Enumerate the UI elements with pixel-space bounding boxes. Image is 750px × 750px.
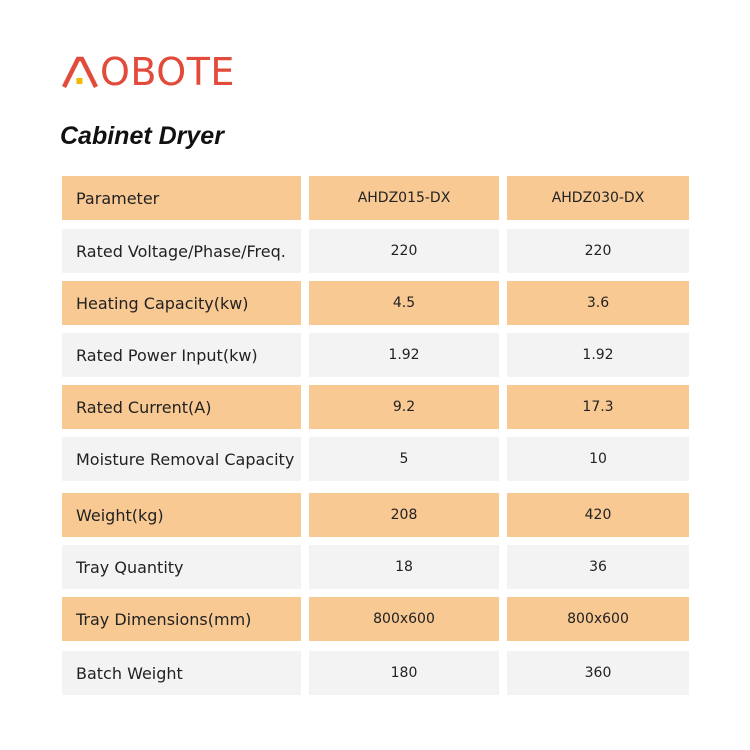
- row-value-1: 220: [309, 229, 499, 273]
- row-label: Batch Weight: [62, 651, 301, 695]
- row-value-2: 360: [507, 651, 689, 695]
- table-row: [62, 229, 689, 273]
- row-value-1: 18: [309, 545, 499, 589]
- row-label: Rated Power Input(kw): [62, 333, 301, 377]
- table-row: [62, 493, 689, 537]
- table-header-row: [62, 176, 689, 220]
- row-label: Moisture Removal Capacity: [62, 437, 301, 481]
- row-value-1: 180: [309, 651, 499, 695]
- table-row: [62, 333, 689, 377]
- table-row: [62, 437, 689, 481]
- page-title: Cabinet Dryer: [60, 122, 224, 150]
- brand-logo: [62, 50, 235, 94]
- logo-a-mark: [62, 56, 98, 88]
- row-value-1: 208: [309, 493, 499, 537]
- row-value-2: 17.3: [507, 385, 689, 429]
- header-parameter: Parameter: [62, 176, 301, 220]
- table-row: [62, 281, 689, 325]
- row-label: Rated Current(A): [62, 385, 301, 429]
- logo-text: OBOTE: [100, 50, 235, 94]
- row-value-2: 36: [507, 545, 689, 589]
- row-value-1: 800x600: [309, 597, 499, 641]
- row-value-2: 420: [507, 493, 689, 537]
- header-model-1: AHDZ015-DX: [309, 176, 499, 220]
- row-label: Weight(kg): [62, 493, 301, 537]
- row-value-2: 800x600: [507, 597, 689, 641]
- row-value-1: 5: [309, 437, 499, 481]
- row-value-2: 10: [507, 437, 689, 481]
- row-label: Rated Voltage/Phase/Freq.: [62, 229, 301, 273]
- row-value-1: 4.5: [309, 281, 499, 325]
- row-value-1: 1.92: [309, 333, 499, 377]
- table-row: [62, 651, 689, 695]
- table-row: [62, 597, 689, 641]
- row-label: Tray Quantity: [62, 545, 301, 589]
- row-value-1: 9.2: [309, 385, 499, 429]
- row-label: Heating Capacity(kw): [62, 281, 301, 325]
- header-model-2: AHDZ030-DX: [507, 176, 689, 220]
- row-value-2: 3.6: [507, 281, 689, 325]
- row-value-2: 220: [507, 229, 689, 273]
- row-label: Tray Dimensions(mm): [62, 597, 301, 641]
- table-row: [62, 545, 689, 589]
- row-value-2: 1.92: [507, 333, 689, 377]
- table-row: [62, 385, 689, 429]
